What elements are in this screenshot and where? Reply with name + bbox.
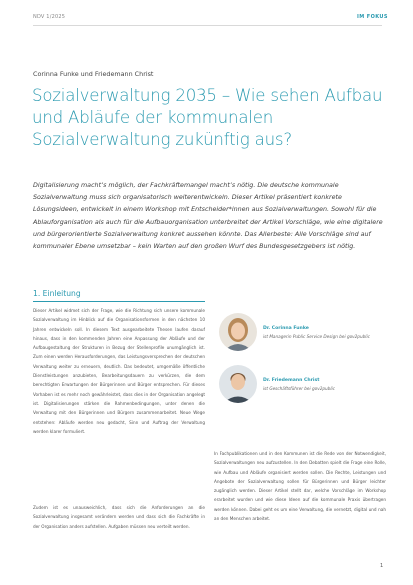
page-number: 1 — [380, 563, 384, 569]
article-title: Sozialverwaltung 2035 – Wie sehen Aufbau und Abläufe der kommunalen Sozialverwaltung zukünftig aus? — [32, 86, 383, 149]
issue-label: NDV 1/2025 — [33, 14, 66, 20]
article-lead: Digitalisierung macht’s möglich, der Fachkräftemangel macht’s nötig. Die deutsche kommunale Sozialverwaltung muss sich organisatorisch weiterentwickeln. Dieser Artikel präsentiert konkrete Lösungsideen, entwickelt in einem Workshop mit Entscheider*innen aus Sozialverwaltungen. Sowohl für die Ablauforganisation als auch für die Aufbauorganisation unterbreitet der Artikel Vorschläge, wie eine digitalere und bürgerorientierte Sozialverwaltung konkret aussehen könnte. Das Allerbeste: Alle Vorschläge sind auf kommunaler Ebene umsetzbar – kein Warten auf den großen Wurf des Bundesgesetzgebers ist nötig. — [33, 182, 383, 251]
bio-name: Dr. Corinna Funke — [263, 326, 309, 331]
author-photo-christ — [219, 365, 257, 403]
section-heading-rule — [33, 301, 205, 302]
bio-role: ist Managerin Public Service Design bei gov2public — [263, 334, 370, 339]
header-divider — [33, 25, 382, 26]
section-tag: IM FOKUS — [357, 14, 388, 20]
body-column-right: In Fachpublikationen und in den Kommunen ist die Rede von der Notwendigkeit, Sozialverwaltungen neu aufzustellen. In den Debatten spielt die Frage eine Rolle, wie Aufbau und Abläufe organisiert werden sollen. Die Rechte, Leistungen und Angebote der Sozialverwaltung sollen für Bürgerinnen und Bürger leichter zugänglich werden. Dieser Artikel stellt dar, welche Vorschläge im Workshop erarbeitet wurden und wie diese Ideen auf die kommunale Praxis übertragen werden können. Dabei geht es um eine Verwaltung, die vernetzt, digital und nah an den Menschen arbeitet. — [214, 451, 386, 522]
bio-name: Dr. Friedemann Christ — [263, 378, 320, 383]
bio-role: ist Geschäftsführer bei gov2public — [263, 386, 335, 391]
body-column-left: Dieser Artikel widmet sich der Frage, wie die Richtung sich unsere kommunale Sozialverwaltung im Hinblick auf die Organisationsformen in den nächsten 10 Jahren entwickeln soll. In diesem Text ausgearbeitete Thesen laufen darauf hinaus, dass in den kommenden Jahren eine Anpassung der Abläufe und der Aufbaugestaltung der Strukturen in Bezug der Stellenprofile unumgänglich ist. Zum einen werden Herausforderungen, das Leistungsversprechen der deutschen Verwaltung weiter zu erneuern, deutlich. Das bedeutet, umgemäße öffentliche Dienstleistungen anzubieten, Bearbeitungsdauern zu verkürzen, die dem berechtigten Erwartungen der Bürgerinnen und Bürger entsprechen. Für dieses Vorhaben ist es mehr noch gewährleistet, dass dies in der Organisation angelegt ist. Digitalisierungen stärken die Rahmenbedingungen, unter denen die Verwaltung mit den Bürgerinnen und Bürgern zusammenarbeitet. Neue Wege entstehen: Abläufe werden neu gedacht, Sinn und Auftrag der Verwaltung werden klarer formuliert. — [33, 308, 205, 434]
article-authors: Corinna Funke und Friedemann Christ — [33, 70, 154, 78]
body-column-left-continued: Zudem ist es unausweichlich, dass sich die Anforderungen an die Sozialverwaltung insgesamt verändern werden und dass sich die Fachkräfte in der Organisation anders aufstellen. Aufgaben müssen neu verteilt werden. — [33, 505, 205, 529]
section-heading: 1. Einleitung — [33, 289, 81, 298]
author-photo-funke — [219, 313, 257, 351]
